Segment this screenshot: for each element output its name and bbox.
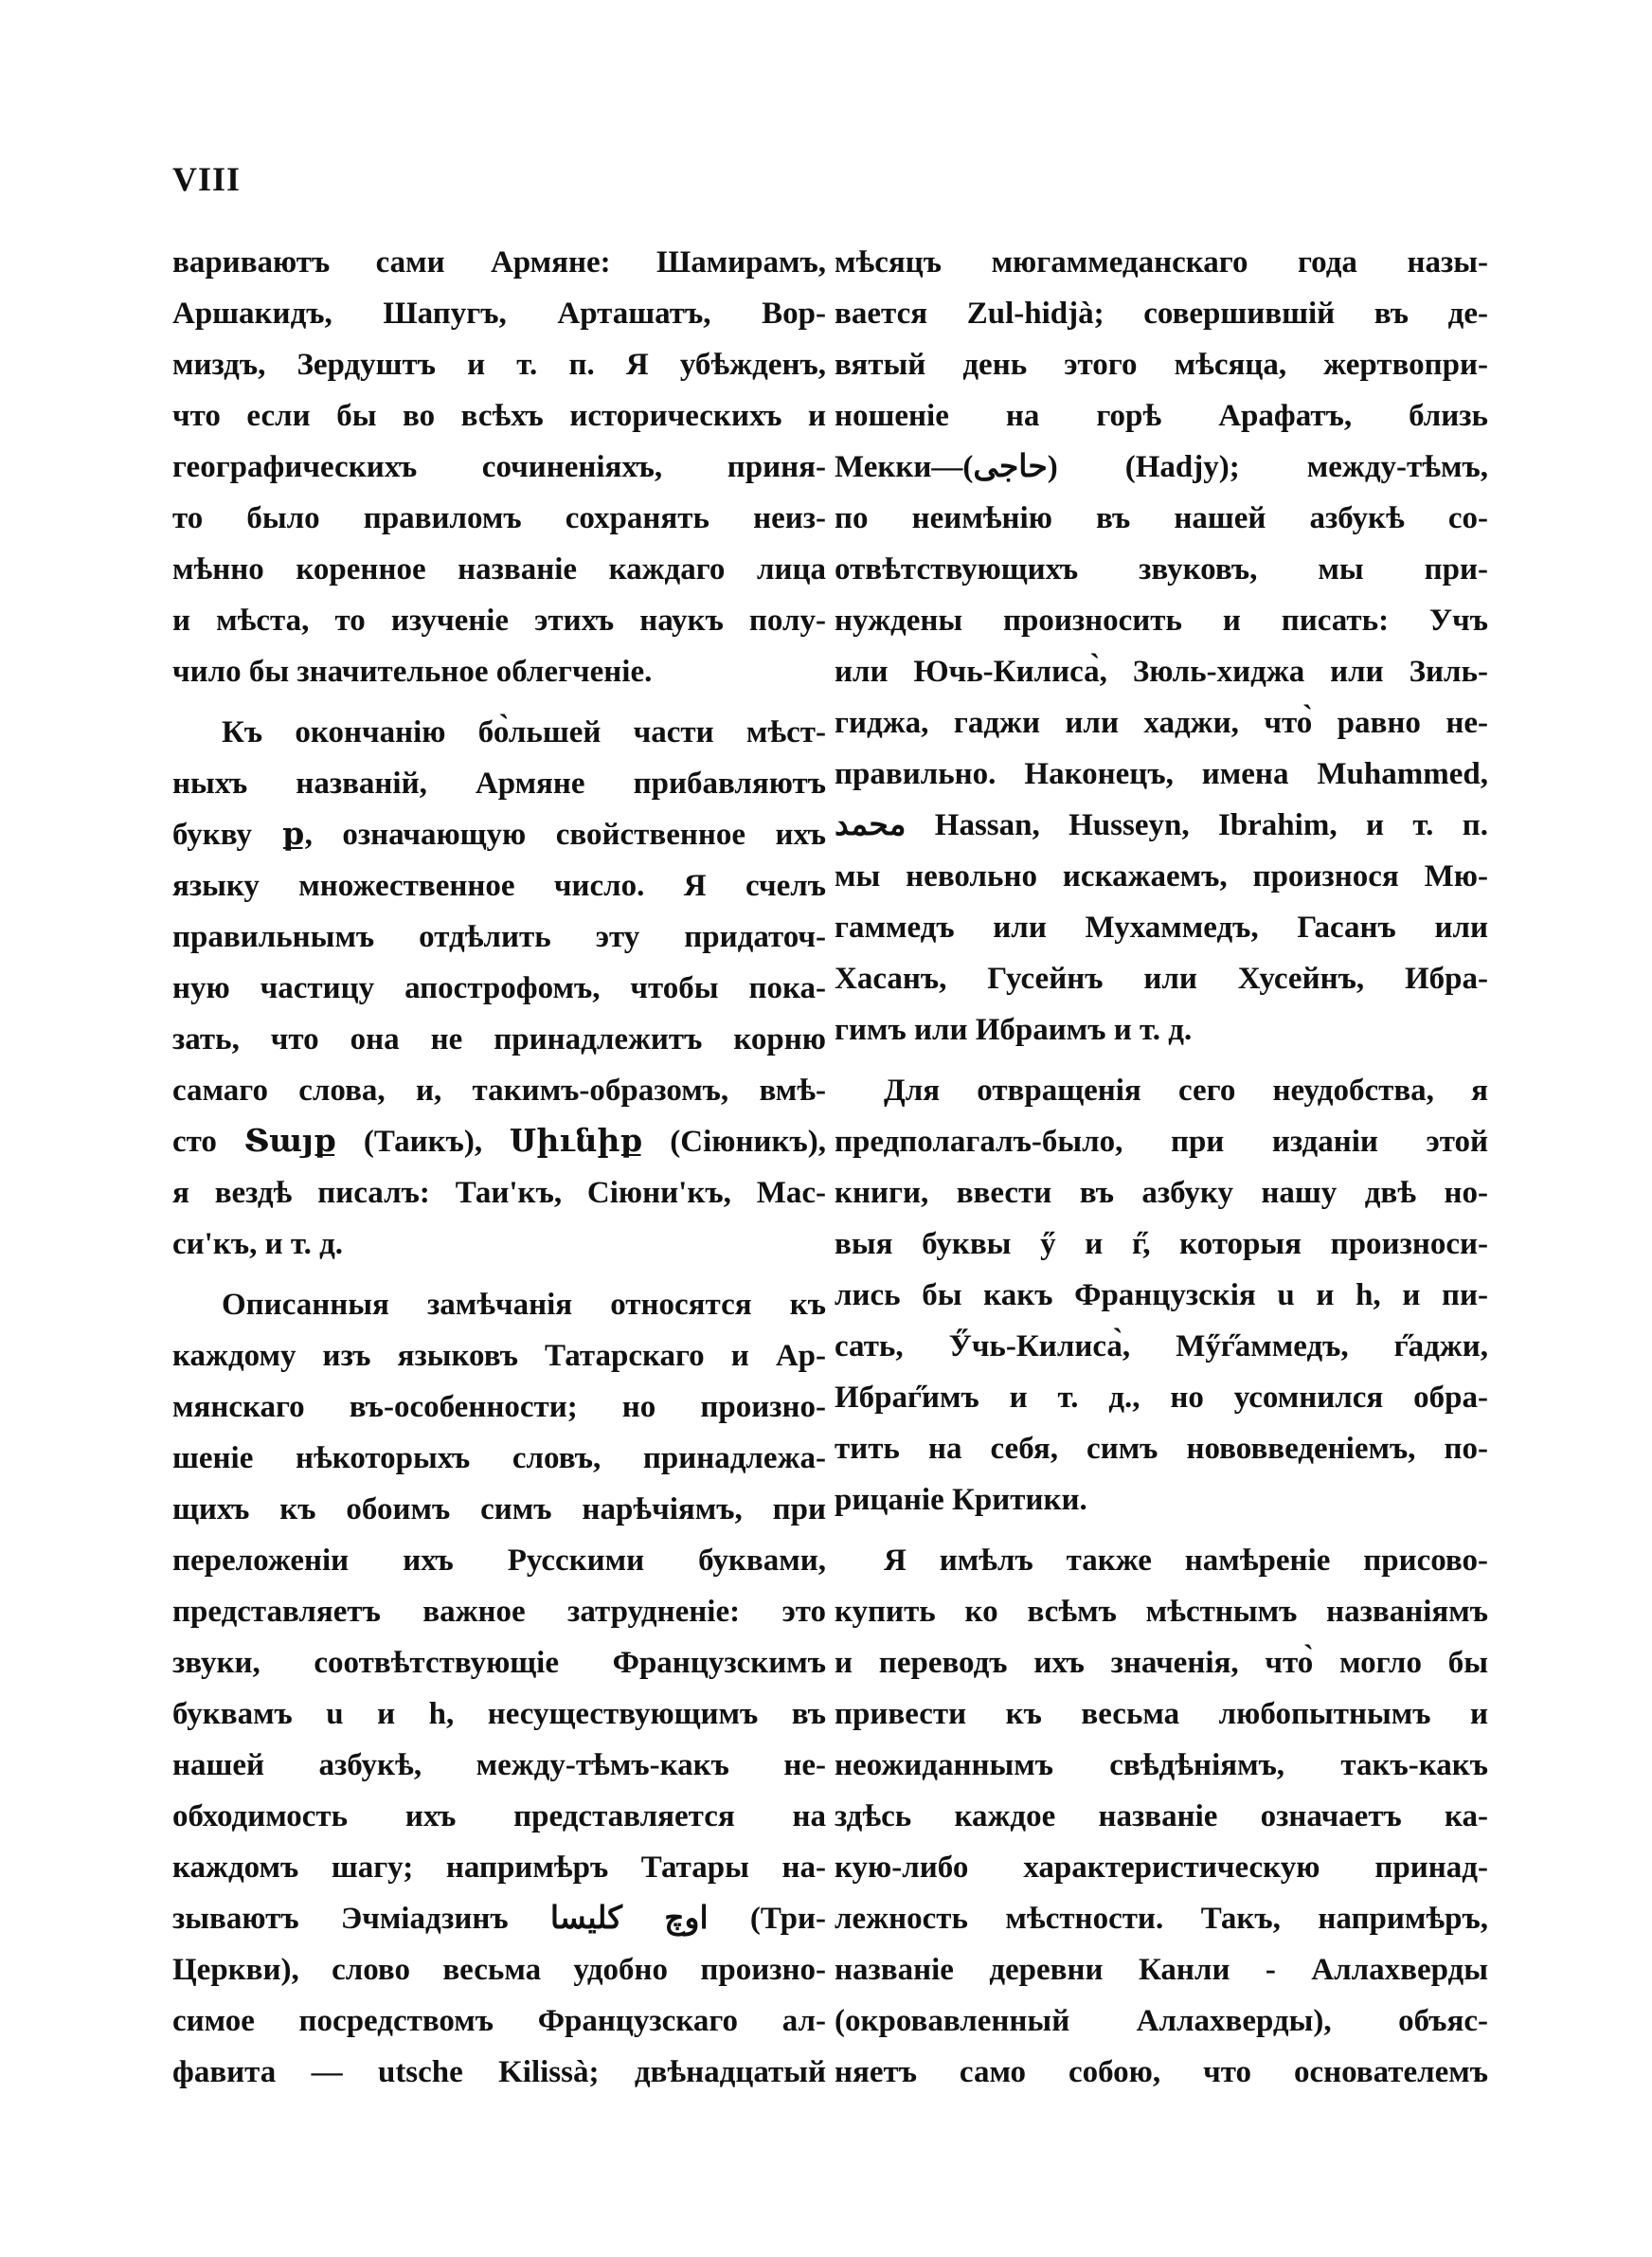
page-number: VIII	[172, 160, 242, 198]
text-line: си'къ, и т. д.	[172, 1227, 344, 1261]
text-line: вятый день этого мѣсяца, жертвопри-	[835, 348, 1488, 382]
text-line: зываютъ Эчміадзинъ اوچ کلیسا (Три-	[172, 1902, 827, 1936]
text-line: ныхъ названій, Армяне прибавляютъ	[172, 767, 826, 801]
text-line: переложеніи ихъ Русскими буквами,	[172, 1544, 826, 1578]
text-line: правильнымъ отдѣлить эту придаточ-	[172, 920, 826, 954]
text-line: звуки, соотвѣтствующіе Французскимъ	[172, 1646, 826, 1680]
text-line: лежность мѣстности. Такъ, напримѣръ,	[835, 1902, 1488, 1936]
text-line: шеніе нѣкоторыхъ словъ, принадлежа-	[172, 1441, 826, 1475]
text-line: выя буквы ӳ и г̋, которыя произноси-	[835, 1227, 1488, 1261]
text-line: предполагалъ-было, при изданіи этой	[835, 1125, 1488, 1159]
text-line: няетъ само собою, что основателемъ	[835, 2055, 1488, 2089]
text-line: Хасанъ, Гусейнъ или Хусейнъ, Ибра-	[835, 962, 1488, 996]
text-line: каждомъ шагу; напримѣръ Татары на-	[172, 1851, 826, 1885]
text-line: каждому изъ языковъ Татарскаго и Ар-	[172, 1339, 826, 1373]
text-line: мы невольно искажаемъ, произнося Мю-	[835, 859, 1488, 894]
text-line: чило бы значительное облегченіе.	[172, 655, 653, 689]
text-line: гиджа, гаджи или хаджи, что̀ равно не-	[835, 706, 1488, 740]
text-line: мянскаго въ-особенности; но произно-	[172, 1390, 826, 1424]
text-line: привести къ весьма любопытнымъ и	[835, 1697, 1488, 1731]
text-line: кую-либо характеристическую принад-	[835, 1851, 1488, 1885]
text-line: или Ючь-Килиса̀, Зюль-хиджа или Зиль-	[835, 655, 1488, 689]
text-line: щихъ къ обоимъ симъ нарѣчіямъ, при	[172, 1492, 826, 1526]
text-line: вается Zul-hidjà; совершившій въ де-	[835, 297, 1488, 331]
text-line: ную частицу апострофомъ, чтобы пока-	[172, 971, 826, 1005]
text-line: купить ко всѣмъ мѣстнымъ названіямъ	[835, 1595, 1488, 1629]
text-line: буквамъ u и h, несуществующимъ въ	[172, 1697, 826, 1731]
right-column	[835, 237, 1488, 2098]
text-line: сать, Ӳчь-Килиса̀, Мӳг̋аммедъ, г̋аджи,	[835, 1329, 1488, 1363]
text-line: здѣсь каждое названіе означаетъ ка-	[835, 1799, 1488, 1833]
text-line: то было правиломъ сохранять неиз-	[172, 501, 826, 535]
text-line: Церкви), слово весьма удобно произно-	[172, 1953, 826, 1987]
text-line: мѣнно коренное названіе каждаго лица	[172, 552, 826, 587]
text-line: книги, ввести въ азбуку нашу двѣ но-	[835, 1176, 1488, 1210]
text-line: симое посредствомъ Французскаго ал-	[172, 2004, 826, 2038]
text-line: географическихъ сочиненіяхъ, приня-	[172, 450, 826, 484]
text-line: правильно. Наконецъ, имена Muhammed,	[835, 757, 1488, 791]
left-column	[172, 237, 826, 2098]
text-line: неожиданнымъ свѣдѣніямъ, такъ-какъ	[835, 1748, 1488, 1782]
text-line: Я имѣлъ также намѣреніе присово-	[884, 1544, 1488, 1578]
text-line: гаммедъ или Мухаммедъ, Гасанъ или	[835, 911, 1488, 945]
text-line: и переводъ ихъ значенія, что̀ могло бы	[835, 1646, 1488, 1680]
text-line: мѣсяцъ мюгаммеданскаго года назы-	[835, 245, 1488, 280]
text-line: гимъ или Ибраимъ и т. д.	[835, 1013, 1193, 1047]
text-line: Къ окончанію бо̀льшей части мѣст-	[222, 715, 826, 749]
text-line: нашей азбукѣ, между-тѣмъ-какъ не-	[172, 1748, 826, 1782]
text-line: лись бы какъ Французскія u и h, и пи-	[835, 1278, 1488, 1312]
text-line: зать, что она не принадлежитъ корню	[172, 1022, 826, 1056]
text-line: вариваютъ сами Армяне: Шамирамъ,	[172, 245, 826, 280]
text-line: Ибраг̋имъ и т. д., но усомнился обра-	[835, 1381, 1488, 1415]
text-line: Описанныя замѣчанія относятся къ	[222, 1288, 826, 1322]
text-line: я вездѣ писалъ: Таи'къ, Сіюни'къ, Мас-	[172, 1176, 826, 1210]
text-line: представляетъ важное затрудненіе: это	[172, 1595, 826, 1629]
text-line: что если бы во всѣхъ историческихъ и	[172, 399, 826, 433]
text-line: языку множественное число. Я счелъ	[172, 869, 826, 903]
text-line: тить на себя, симъ нововведеніемъ, по-	[835, 1432, 1488, 1466]
text-line: самаго слова, и, такимъ-образомъ, вмѣ-	[172, 1074, 826, 1108]
text-line: Для отвращенія сего неудобства, я	[884, 1074, 1488, 1108]
text-line: и мѣста, то изученіе этихъ наукъ полу-	[172, 604, 826, 638]
text-line: букву ք, означающую свойственное ихъ	[172, 818, 826, 852]
text-line: названіе деревни Канли - Аллахверды	[835, 1953, 1488, 1987]
text-line: фавита — utsche Kilissà; двѣнадцатый	[172, 2055, 826, 2089]
text-line: нуждены произносить и писать: Учъ	[835, 604, 1488, 638]
text-line: миздъ, Зердуштъ и т. п. Я убѣжденъ,	[172, 348, 826, 382]
text-line: Мекки—(حاجى) (Hadjy); между-тѣмъ,	[835, 450, 1488, 484]
text-line: рицаніе Критики.	[835, 1483, 1087, 1517]
text-line: محمد Hassan, Husseyn, Ibrahim, и т. п.	[835, 808, 1488, 842]
text-line: ношеніе на горѣ Арафатъ, близь	[835, 399, 1488, 433]
text-line: отвѣтствующихъ звуковъ, мы при-	[835, 552, 1488, 587]
text-line: (окровавленный Аллахверды), объяс-	[835, 2004, 1488, 2038]
text-line: Аршакидъ, Шапугъ, Арташатъ, Вор-	[172, 297, 826, 331]
text-line: сто Տայք (Таикъ), Սիւնիք (Сіюникъ),	[172, 1125, 826, 1159]
text-line: по неимѣнію въ нашей азбукѣ со-	[835, 501, 1488, 535]
text-line: обходимость ихъ представляется на	[172, 1799, 826, 1833]
